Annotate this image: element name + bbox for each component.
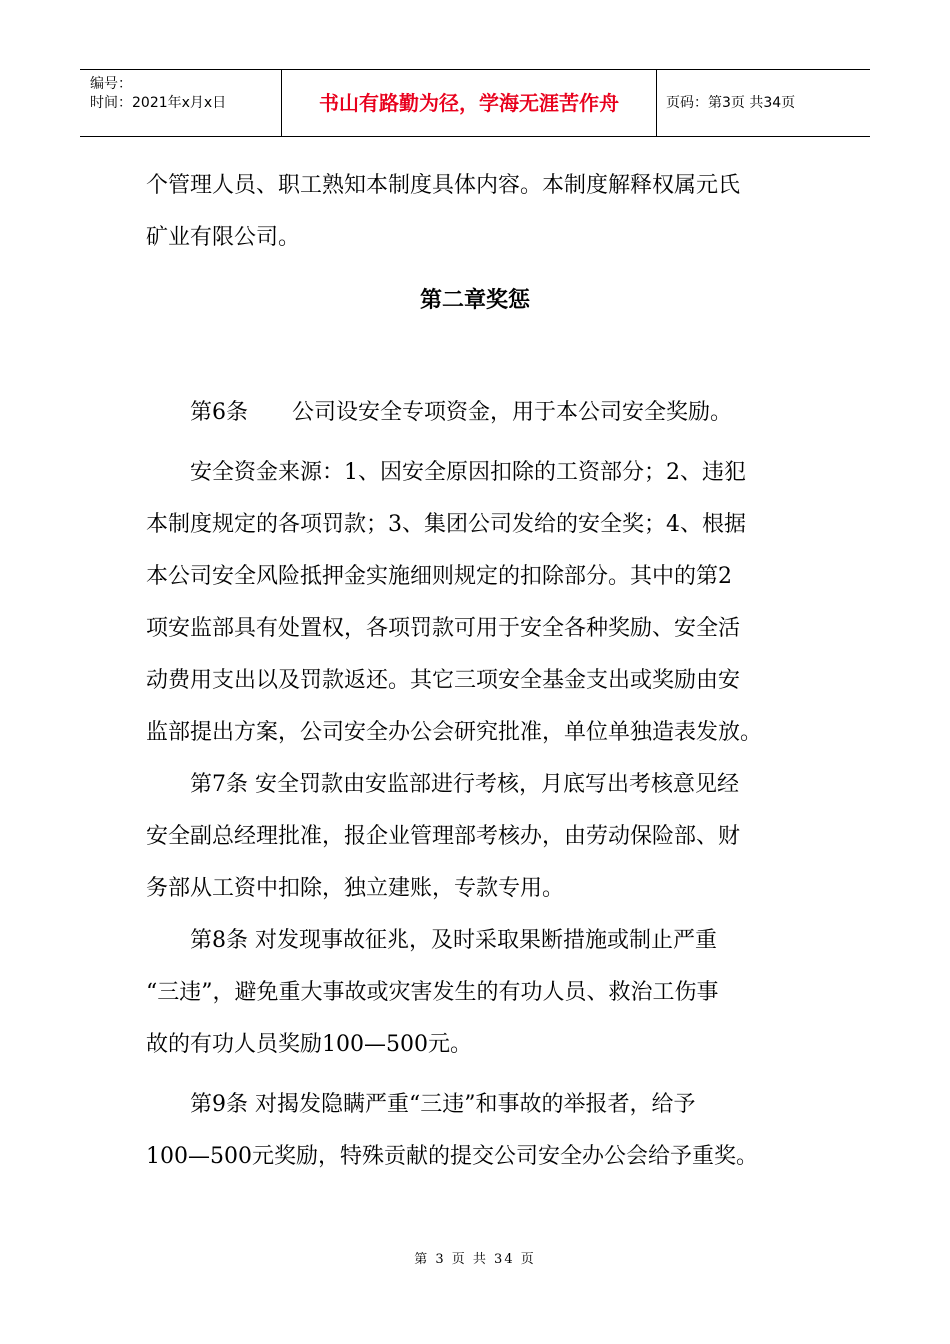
page-header	[80, 69, 870, 137]
chapter-title: 第二章奖惩	[419, 288, 530, 313]
fund-source-line: 本制度规定的各项罚款；3、集团公司发给的安全奖；4、根据	[146, 512, 746, 537]
fund-source-line: 安全资金来源：1、因安全原因扣除的工资部分；2、违犯	[190, 460, 746, 485]
article-7-line: 安全副总经理批准，报企业管理部考核办，由劳动保险部、财	[146, 824, 741, 849]
article-8-line: “三违”，避免重大事故或灾害发生的有功人员、救治工伤事	[146, 980, 719, 1005]
header-motto: 书山有路勤为径，学海无涯苦作舟	[282, 70, 657, 136]
article-6: 第6条 公司设安全专项资金，用于本公司安全奖励。	[190, 400, 732, 425]
fund-source-line: 监部提出方案，公司安全办公会研究批准，单位单独造表发放。	[146, 720, 763, 745]
continuation-line: 个管理人员、职工熟知本制度具体内容。本制度解释权属元氏	[146, 173, 741, 198]
article-9-line: 第9条 对揭发隐瞒严重“三违”和事故的举报者，给予	[190, 1092, 696, 1117]
header-meta-cell	[80, 70, 282, 136]
fund-source-line: 本公司安全风险抵押金实施细则规定的扣除部分。其中的第2	[146, 564, 732, 589]
article-8-line: 第8条 对发现事故征兆，及时采取果断措施或制止严重	[190, 928, 717, 953]
number-label: 编号：	[90, 76, 132, 92]
fund-source-line: 动费用支出以及罚款返还。其它三项安全基金支出或奖励由安	[146, 668, 741, 693]
header-page-info: 页码：第3页 共34页	[666, 95, 796, 111]
page-footer: 第 3 页 共 34 页	[414, 1252, 536, 1267]
time-line: 时间：2021年x月x日	[90, 95, 227, 111]
article-7-line: 第7条 安全罚款由安监部进行考核，月底写出考核意见经	[190, 772, 739, 797]
article-8-line: 故的有功人员奖励100—500元。	[146, 1032, 472, 1057]
continuation-line: 矿业有限公司。	[146, 225, 301, 250]
article-7-line: 务部从工资中扣除，独立建账，专款专用。	[146, 876, 565, 901]
fund-source-line: 项安监部具有处置权，各项罚款可用于安全各种奖励、安全活	[146, 616, 741, 641]
article-9-line: 100—500元奖励，特殊贡献的提交公司安全办公会给予重奖。	[146, 1144, 758, 1169]
